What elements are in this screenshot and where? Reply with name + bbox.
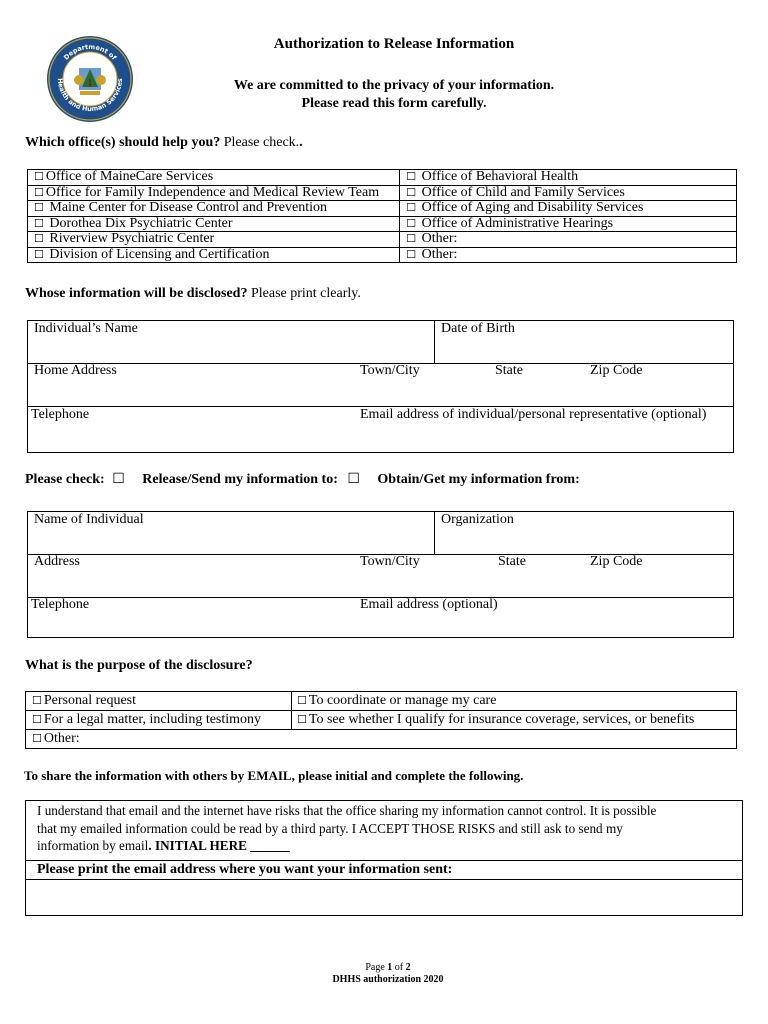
divider (26, 710, 736, 711)
purpose-legal-option[interactable] (32, 712, 261, 728)
individual-info-box (27, 320, 734, 453)
purpose-personal-label: Personal request (43, 693, 137, 708)
offices-question (25, 135, 303, 151)
town-city-field[interactable]: Town/City (360, 363, 420, 378)
divider (291, 692, 292, 729)
obtain-checkbox[interactable]: ☐ (347, 471, 360, 487)
office-option[interactable] (400, 170, 737, 186)
divider (26, 729, 736, 730)
recipient-zip-field[interactable]: Zip Code (590, 554, 643, 569)
office-label: Office of Child and Family Services (418, 184, 625, 200)
office-option[interactable] (400, 247, 737, 263)
email-risk-line3-text: information by email (37, 838, 149, 853)
office-row (28, 232, 737, 248)
page-of: of (392, 962, 406, 973)
office-option[interactable] (28, 201, 400, 217)
office-label: Office of Administrative Hearings (418, 215, 614, 231)
please-check-label: Please check: (25, 472, 105, 487)
office-label: Office of Aging and Disability Services (418, 200, 644, 215)
purpose-legal-label: For a legal matter, including testimony (43, 712, 262, 727)
direction-check-row (25, 471, 580, 488)
privacy-notice-line1: We are committed to the privacy of your information. (233, 78, 555, 93)
initial-here-field[interactable]: . INITIAL HERE ______ (148, 838, 290, 853)
checkbox[interactable]: ☐ (34, 170, 44, 183)
office-row (28, 185, 737, 201)
individual-name-field[interactable]: Individual’s Name (34, 321, 138, 336)
checkbox[interactable]: ☐ (406, 201, 417, 214)
office-option[interactable] (28, 216, 400, 232)
purpose-insurance-label: To see whether I qualify for insurance coverage, services, or benefits (308, 712, 695, 727)
office-label: Office for Family Independence and Medical Review Team (45, 184, 380, 200)
purpose-coordinate-option[interactable] (297, 693, 496, 709)
whose-question-bold: Whose information will be disclosed? (25, 286, 248, 301)
office-label: Division of Licensing and Certification (45, 246, 270, 262)
office-label: Riverview Psychiatric Center (45, 231, 215, 246)
office-label: Dorothea Dix Psychiatric Center (45, 215, 233, 231)
email-field[interactable]: Email address of individual/personal representative (optional) (360, 407, 707, 422)
email-risk-line1: I understand that email and the internet have risks that the office sharing my information cannot control. It is possible (37, 803, 657, 818)
zip-code-field[interactable]: Zip Code (590, 363, 643, 378)
email-risk-statement (37, 802, 656, 855)
purpose-coordinate-label: To coordinate or manage my care (308, 693, 497, 708)
page-number (0, 962, 768, 973)
office-label: Office of MaineCare Services (45, 169, 214, 184)
office-label: Other: (418, 231, 458, 246)
release-label: Release/Send my information to: (142, 472, 338, 487)
office-option[interactable] (28, 170, 400, 186)
checkbox[interactable]: ☐ (32, 732, 42, 745)
checkbox[interactable]: ☐ (34, 185, 44, 199)
checkbox[interactable]: ☐ (34, 232, 44, 245)
office-label: Maine Center for Disease Control and Prevention (45, 200, 327, 215)
svg-text:Health and Human Services: Health and Human Services (55, 77, 125, 114)
form-title: Authorization to Release Information (273, 36, 515, 52)
organization-field[interactable]: Organization (441, 512, 514, 527)
checkbox[interactable]: ☐ (34, 201, 44, 214)
recipient-email-field[interactable]: Email address (optional) (360, 597, 498, 612)
document-id: DHHS authorization 2020 (332, 974, 444, 985)
checkbox[interactable]: ☐ (406, 232, 417, 245)
checkbox[interactable]: ☐ (32, 713, 42, 726)
privacy-notice (0, 77, 768, 113)
privacy-notice-line2: Please read this form carefully. (301, 96, 487, 111)
whose-question (25, 286, 361, 302)
purpose-insurance-option[interactable] (297, 712, 694, 728)
checkbox[interactable]: ☐ (406, 216, 417, 230)
office-option[interactable] (400, 216, 737, 232)
recipient-email-input[interactable] (26, 880, 742, 915)
release-checkbox[interactable]: ☐ (112, 471, 125, 487)
office-row (28, 216, 737, 232)
office-option[interactable] (400, 201, 737, 217)
office-option[interactable] (28, 247, 400, 263)
email-risk-line3 (37, 837, 656, 855)
office-option[interactable] (28, 185, 400, 201)
svg-text:Department of: Department of (62, 42, 118, 62)
divider (434, 512, 435, 554)
divider (434, 321, 435, 363)
recipient-telephone-field[interactable]: Telephone (31, 597, 90, 612)
email-address-prompt: Please print the email address where you want your information sent: (37, 862, 453, 877)
checkbox[interactable]: ☐ (34, 247, 44, 261)
email-risk-line2: that my emailed information could be read by a third party. I ACCEPT THOSE RISKS and still ask to send my (37, 820, 623, 836)
whose-question-rest: Please print clearly. (247, 286, 361, 301)
checkbox[interactable]: ☐ (32, 694, 42, 707)
office-row (28, 170, 737, 186)
office-row (28, 247, 737, 263)
office-option[interactable] (28, 232, 400, 248)
checkbox[interactable]: ☐ (34, 216, 44, 230)
checkbox[interactable]: ☐ (406, 185, 417, 199)
telephone-field[interactable]: Telephone (31, 407, 90, 422)
page-current: 1 (387, 962, 393, 973)
page-prefix: Page (365, 962, 388, 973)
email-consent-box (25, 800, 743, 916)
recipient-address-field[interactable]: Address (34, 554, 80, 569)
office-label: Other: (418, 246, 458, 262)
purpose-table (25, 691, 737, 749)
checkbox[interactable]: ☐ (297, 694, 307, 707)
offices-question-period: . (299, 135, 303, 150)
obtain-label: Obtain/Get my information from: (377, 472, 580, 487)
purpose-question: What is the purpose of the disclosure? (25, 658, 253, 673)
office-row (28, 201, 737, 217)
recipient-name-field[interactable]: Name of Individual (34, 512, 144, 527)
recipient-town-field[interactable]: Town/City (360, 554, 420, 569)
offices-question-bold: Which office(s) should help you? (25, 135, 221, 150)
divider (26, 860, 742, 861)
office-option[interactable] (400, 185, 737, 201)
offices-question-rest: Please check. (220, 135, 300, 150)
checkbox[interactable]: ☐ (406, 247, 417, 261)
purpose-personal-option[interactable] (32, 693, 136, 709)
checkbox[interactable]: ☐ (406, 170, 417, 183)
page-total: 2 (405, 962, 411, 973)
office-label: Office of Behavioral Health (418, 169, 579, 184)
offices-table (27, 169, 737, 263)
recipient-info-box (27, 511, 734, 638)
office-option[interactable] (400, 232, 737, 248)
state-field[interactable]: State (495, 363, 523, 378)
date-of-birth-field[interactable]: Date of Birth (441, 321, 515, 336)
checkbox[interactable]: ☐ (297, 713, 307, 726)
home-address-field[interactable]: Home Address (34, 363, 117, 378)
purpose-other-option[interactable] (32, 731, 80, 747)
email-section-heading: To share the information with others by EMAIL, please initial and complete the following. (24, 768, 524, 783)
recipient-state-field[interactable]: State (498, 554, 526, 569)
purpose-other-label: Other: (43, 731, 80, 746)
